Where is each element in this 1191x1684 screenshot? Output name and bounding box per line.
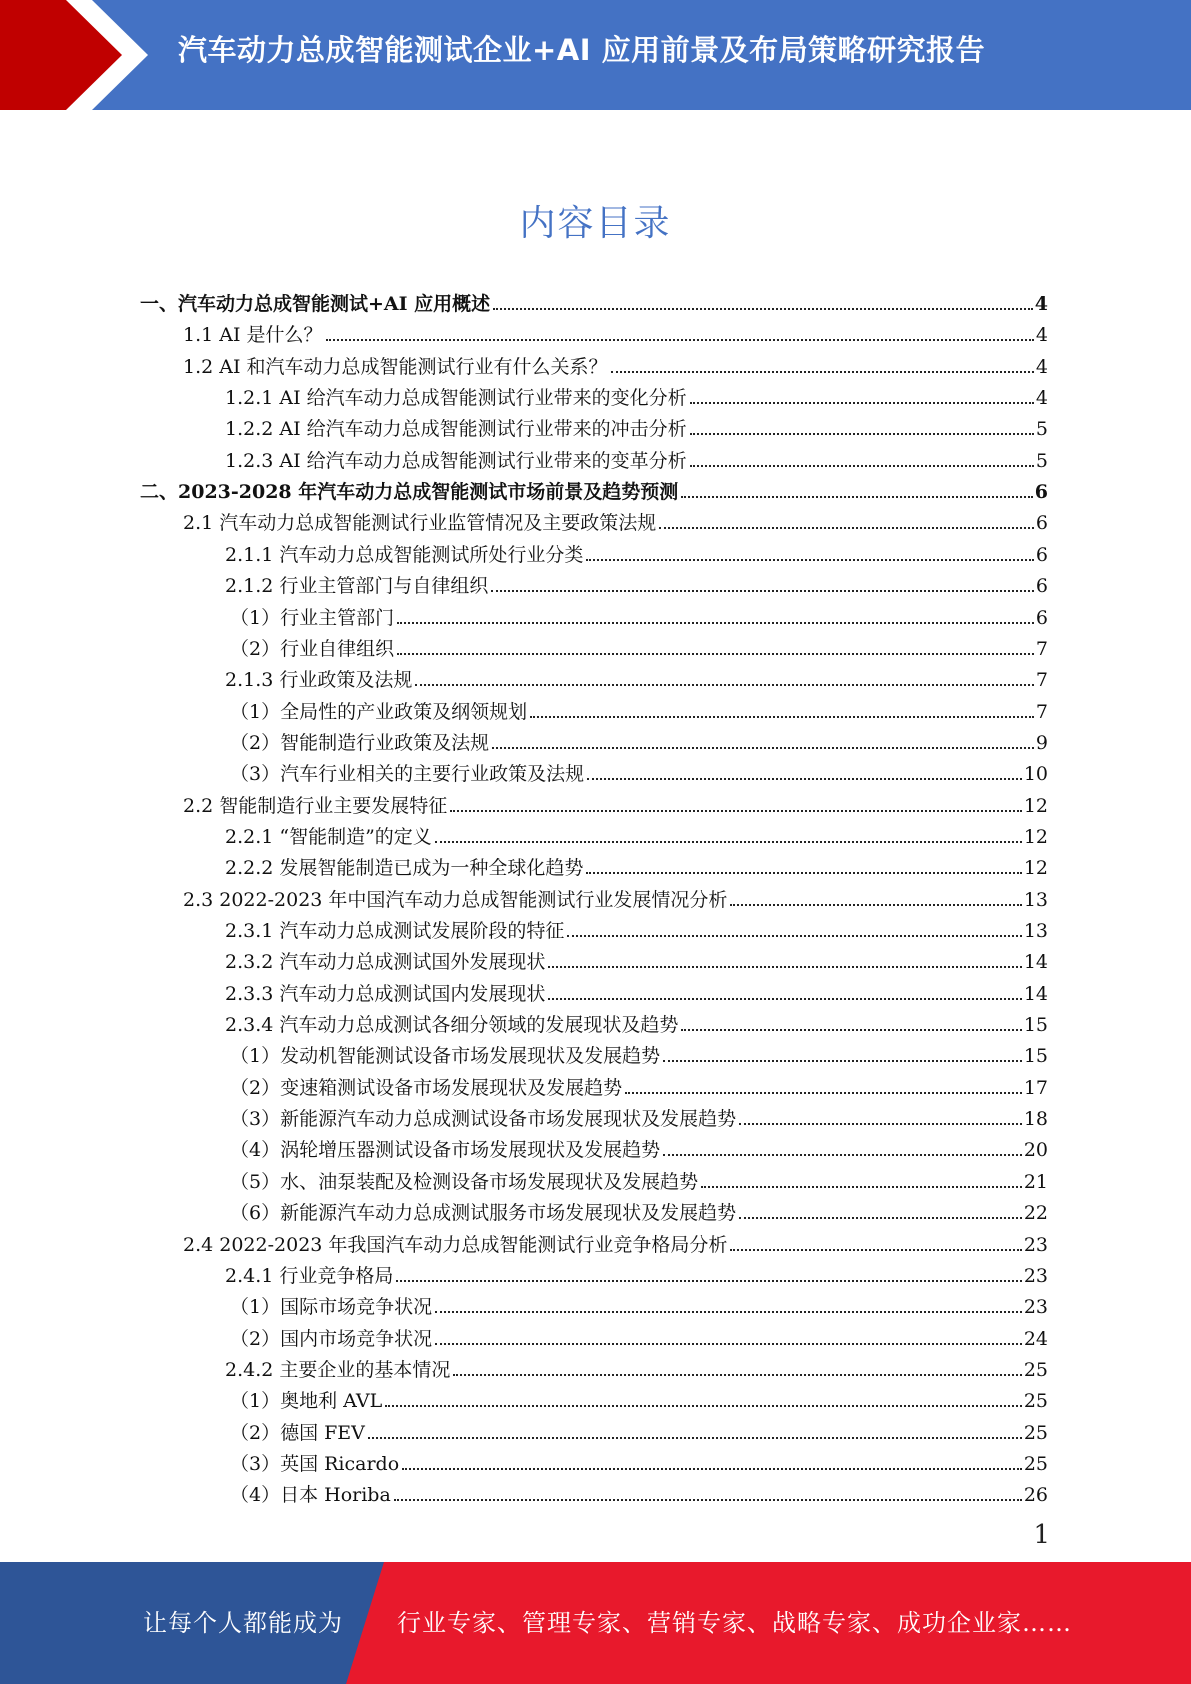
toc-entry[interactable] [225,848,1048,879]
footer-slogan-left: 让每个人都能成为 [143,1609,343,1637]
toc-entry-page: 12 [1023,826,1048,848]
toc-entry-page: 13 [1023,889,1048,911]
toc-dot-leader [681,1029,1021,1031]
toc-entry-page: 5 [1035,450,1048,472]
toc-dot-leader [435,1343,1022,1345]
toc-entry-label: （3）新能源汽车动力总成测试设备市场发展现状及发展趋势 [230,1108,737,1130]
toc-entry-page: 9 [1035,732,1048,754]
toc-entry-page: 25 [1023,1359,1048,1381]
toc-dot-leader [730,904,1021,906]
toc-entry-page: 21 [1023,1171,1048,1193]
toc-entry-page: 4 [1035,387,1048,409]
toc-entry-label: （4）涡轮增压器测试设备市场发展现状及发展趋势 [230,1139,661,1161]
toc-dot-leader [493,308,1033,310]
toc-entry-page: 25 [1023,1390,1048,1412]
toc-dot-leader [730,1249,1021,1251]
toc-entry[interactable] [183,315,1048,346]
toc-entry-page: 4 [1034,293,1048,315]
toc-entry[interactable] [225,942,1048,973]
toc-entry[interactable] [225,1256,1048,1287]
toc-dot-leader [586,872,1021,874]
toc-entry-label: 2.2.2 发展智能制造已成为一种全球化趋势 [225,857,584,879]
toc-dot-leader [663,1154,1022,1156]
toc-entry-label: 2.3.3 汽车动力总成测试国内发展现状 [225,983,546,1005]
toc-entry[interactable] [140,472,1048,503]
toc-dot-leader [690,465,1034,467]
toc-entry-label: 2.1.1 汽车动力总成智能测试所处行业分类 [225,544,584,566]
toc-entry[interactable] [225,817,1048,848]
toc-entry-page: 12 [1023,795,1048,817]
toc-entry-label: 1.2 AI 和汽车动力总成智能测试行业有什么关系？ [183,356,608,378]
toc-dot-leader [739,1123,1022,1125]
toc-entry-label: （3）英国 Ricardo [230,1453,400,1475]
toc-entry[interactable] [230,1036,1048,1067]
toc-entry-page: 25 [1023,1422,1048,1444]
toc-entry[interactable] [183,786,1048,817]
toc-entry[interactable] [230,754,1048,785]
toc-entry-label: 2.4 2022-2023 年我国汽车动力总成智能测试行业竞争格局分析 [183,1234,728,1256]
toc-entry[interactable] [225,1005,1048,1036]
toc-dot-leader [402,1468,1022,1470]
toc-entry[interactable] [183,503,1048,534]
toc-entry-page: 6 [1035,607,1048,629]
toc-entry-page: 14 [1023,983,1048,1005]
toc-dot-leader [450,810,1022,812]
footer-slogan-right: 行业专家、管理专家、营销专家、战略专家、成功企业家…… [397,1609,1072,1637]
toc-entry-label: （2）国内市场竞争状况 [230,1328,433,1350]
toc-entry[interactable] [230,1130,1048,1161]
toc-entry-label: （5）水、油泵装配及检测设备市场发展现状及发展趋势 [230,1171,699,1193]
toc-dot-leader [435,1311,1022,1313]
report-footer [0,1562,1191,1684]
toc-entry[interactable] [225,441,1048,472]
toc-dot-leader [586,559,1034,561]
toc-dot-leader [453,1374,1021,1376]
toc-entry[interactable] [140,284,1048,315]
toc-entry-page: 24 [1023,1328,1048,1350]
toc-entry-label: （6）新能源汽车动力总成测试服务市场发展现状及发展趋势 [230,1202,737,1224]
toc-dot-leader [394,1499,1022,1501]
toc-entry-page: 6 [1035,544,1048,566]
toc-entry-page: 5 [1035,418,1048,440]
toc-entry[interactable] [230,1319,1048,1350]
toc-dot-leader [385,1405,1022,1407]
toc-dot-leader [435,841,1022,843]
toc-entry-label: （2）行业自律组织 [230,638,395,660]
toc-entry-page: 7 [1035,638,1048,660]
toc-dot-leader [587,778,1022,780]
toc-entry[interactable] [225,566,1048,597]
toc-entry[interactable] [230,1381,1048,1412]
toc-entry-label: （1）国际市场竞争状况 [230,1296,433,1318]
toc-entry-page: 23 [1023,1296,1048,1318]
toc-entry[interactable] [230,692,1048,723]
report-header [0,0,1191,110]
toc-entry-page: 10 [1023,763,1048,785]
toc-dot-leader [491,590,1034,592]
toc-dot-leader [611,371,1034,373]
toc-entry-label: 1.2.3 AI 给汽车动力总成智能测试行业带来的变革分析 [225,450,687,472]
toc-entry-label: 2.3 2022-2023 年中国汽车动力总成智能测试行业发展情况分析 [183,889,728,911]
toc-dot-leader [625,1092,1022,1094]
toc-entry[interactable] [230,1475,1048,1506]
toc-entry-label: 二、2023-2028 年汽车动力总成智能测试市场前景及趋势预测 [140,481,679,503]
toc-entry[interactable] [230,598,1048,629]
toc-dot-leader [326,339,1034,341]
toc-entry[interactable] [183,347,1048,378]
report-title: 汽车动力总成智能测试企业+AI 应用前景及布局策略研究报告 [178,33,986,67]
toc-entry-label: （1）全局性的产业政策及纲领规划 [230,701,528,723]
toc-entry-label: （4）日本 Horiba [230,1484,391,1506]
toc-dot-leader [663,1060,1022,1062]
page-number: 1 [1033,1520,1050,1550]
toc-entry[interactable] [225,535,1048,566]
toc-entry[interactable] [230,723,1048,754]
toc-entry-page: 4 [1035,324,1048,346]
toc-entry[interactable] [225,378,1048,409]
toc-entry-page: 18 [1023,1108,1048,1130]
toc-entry[interactable] [183,880,1048,911]
toc-entry-label: 1.2.2 AI 给汽车动力总成智能测试行业带来的冲击分析 [225,418,687,440]
toc-entry[interactable] [183,1225,1048,1256]
toc-dot-leader [739,1217,1022,1219]
toc-entry[interactable] [225,409,1048,440]
toc-entry-page: 12 [1023,857,1048,879]
toc-entry-page: 6 [1035,512,1048,534]
toc-entry-page: 20 [1023,1139,1048,1161]
toc-dot-leader [415,684,1034,686]
toc-entry-page: 13 [1023,920,1048,942]
toc-entry-page: 15 [1023,1014,1048,1036]
toc-entry-label: （2）智能制造行业政策及法规 [230,732,490,754]
toc-entry-page: 23 [1023,1234,1048,1256]
toc-entry-page: 22 [1023,1202,1048,1224]
toc-entry-label: （2）变速箱测试设备市场发展现状及发展趋势 [230,1077,623,1099]
toc-dot-leader [397,653,1034,655]
toc-entry-label: （1）行业主管部门 [230,607,395,629]
toc-entry-page: 6 [1035,575,1048,597]
toc-entry-label: 2.1.3 行业政策及法规 [225,669,413,691]
toc-heading: 内容目录 [519,203,672,244]
toc-entry[interactable] [225,660,1048,691]
toc-entry-label: 2.3.4 汽车动力总成测试各细分领域的发展现状及趋势 [225,1014,679,1036]
toc-entry[interactable] [230,1068,1048,1099]
toc-entry-page: 6 [1034,481,1048,503]
toc-entry-label: 一、汽车动力总成智能测试+AI 应用概述 [140,293,491,315]
toc-entry-page: 26 [1023,1484,1048,1506]
toc-entry-page: 7 [1035,669,1048,691]
toc-entry-page: 4 [1035,356,1048,378]
toc-dot-leader [567,935,1021,937]
toc-entry-label: 2.1.2 行业主管部门与自律组织 [225,575,489,597]
toc-entry-label: （2）德国 FEV [230,1422,365,1444]
toc-entry-label: 1.2.1 AI 给汽车动力总成智能测试行业带来的变化分析 [225,387,687,409]
toc-dot-leader [396,1280,1021,1282]
toc-entry[interactable] [225,974,1048,1005]
toc-entry-label: 1.1 AI 是什么？ [183,324,323,346]
toc-dot-leader [530,716,1034,718]
toc-dot-leader [368,1437,1022,1439]
toc-entry-page: 25 [1023,1453,1048,1475]
toc-dot-leader [690,433,1034,435]
toc-entry[interactable] [230,1413,1048,1444]
toc-dot-leader [681,496,1033,498]
toc-entry-label: 2.4.2 主要企业的基本情况 [225,1359,451,1381]
toc-dot-leader [492,747,1034,749]
toc-entry[interactable] [230,1287,1048,1318]
toc-entry-page: 15 [1023,1045,1048,1067]
toc-dot-leader [659,527,1034,529]
toc-dot-leader [548,998,1021,1000]
toc-entry-label: 2.2.1 “智能制造”的定义 [225,826,432,848]
toc-entry-label: （1）发动机智能测试设备市场发展现状及发展趋势 [230,1045,661,1067]
toc-entry-page: 23 [1023,1265,1048,1287]
toc-entry-label: 2.2 智能制造行业主要发展特征 [183,795,448,817]
toc-entry[interactable] [230,1193,1048,1224]
toc-entry[interactable] [230,1099,1048,1130]
toc-entry-label: 2.4.1 行业竞争格局 [225,1265,394,1287]
toc-entry-label: （3）汽车行业相关的主要行业政策及法规 [230,763,585,785]
toc-entry-page: 7 [1035,701,1048,723]
toc-dot-leader [690,402,1034,404]
toc-entry[interactable] [225,911,1048,942]
toc-dot-leader [397,622,1034,624]
toc-entry-page: 17 [1023,1077,1048,1099]
toc-entry[interactable] [230,629,1048,660]
toc-entry-label: （1）奥地利 AVL [230,1390,383,1412]
toc-dot-leader [548,966,1021,968]
toc-entry[interactable] [230,1162,1048,1193]
toc-dot-leader [701,1186,1022,1188]
toc-entry-label: 2.3.2 汽车动力总成测试国外发展现状 [225,951,546,973]
toc-entry[interactable] [225,1350,1048,1381]
toc-entry-label: 2.1 汽车动力总成智能测试行业监管情况及主要政策法规 [183,512,657,534]
toc-entry-page: 14 [1023,951,1048,973]
toc-entry[interactable] [230,1444,1048,1475]
toc-entry-label: 2.3.1 汽车动力总成测试发展阶段的特征 [225,920,565,942]
